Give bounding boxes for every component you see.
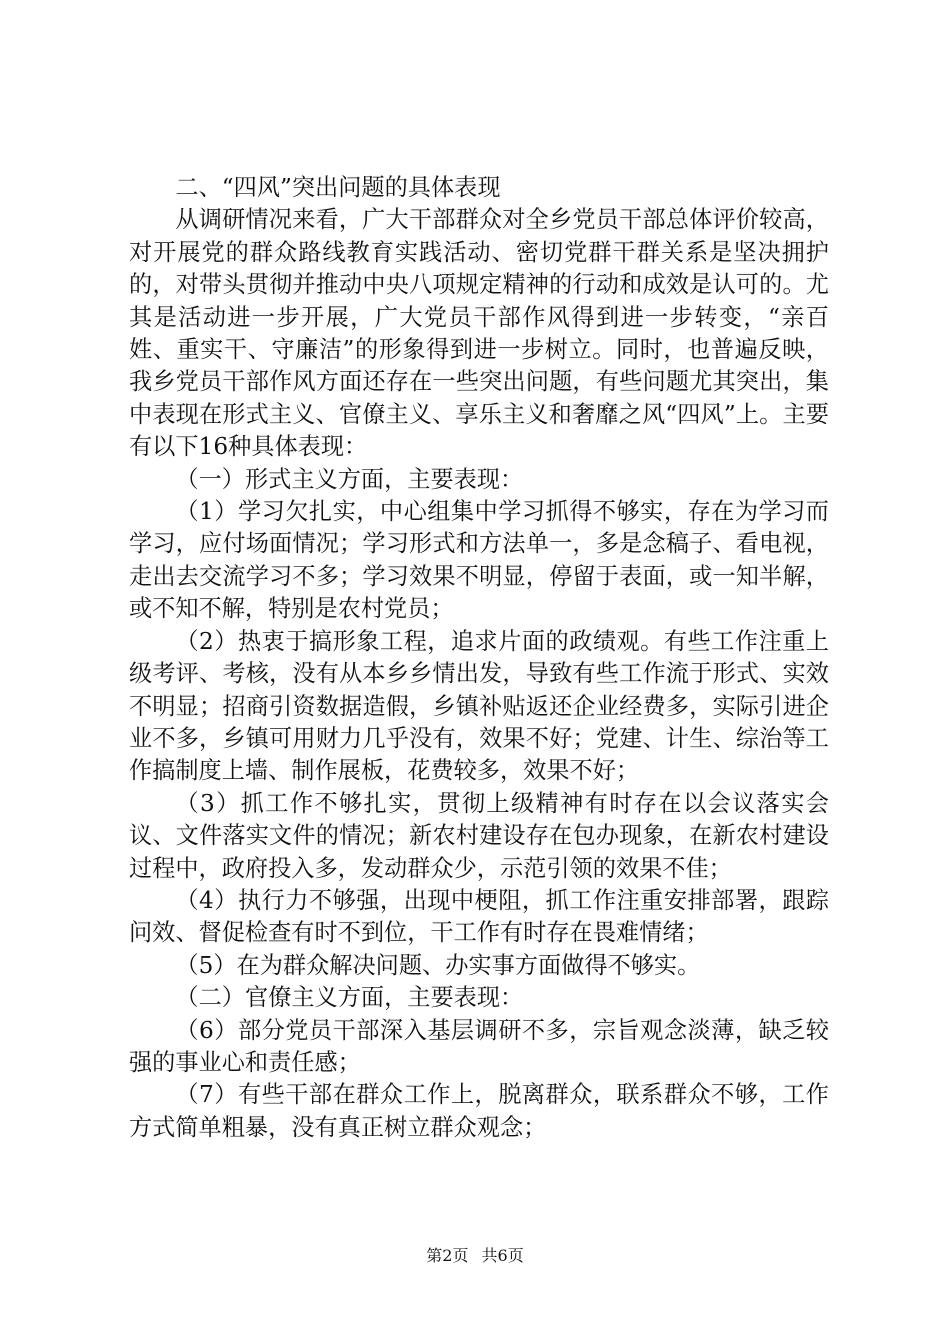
page-total: 共6页 xyxy=(481,1246,524,1265)
paragraph-item-6: （6）部分党员干部深入基层调研不多，宗旨观念淡薄，缺乏较强的事业心和责任感； xyxy=(129,1016,829,1076)
page-footer xyxy=(0,1246,950,1266)
paragraph-item-2: （2）热衷于搞形象工程，追求片面的政绩观。有些工作注重上级考评、考核，没有从本乡乡情出发，导致有些工作流于形式、实效不明显；招商引资数据造假，乡镇补贴返还企业经费多，实际引进企业不多，乡镇可用财力几乎没有，效果不好；党建、计生、综治等工作搞制度上墙、制作展板，花费较多，效果不好； xyxy=(129,627,829,785)
paragraph-item-7: （7）有些干部在群众工作上，脱离群众，联系群众不够，工作方式简单粗暴，没有真正树立群众观念； xyxy=(129,1081,829,1141)
paragraph-item-5: （5）在为群众解决问题、办实事方面做得不够实。 xyxy=(175,951,701,979)
page-number: 第2页 xyxy=(426,1246,469,1265)
document-body xyxy=(129,172,829,1144)
paragraph-subheading-formalism: （一）形式主义方面，主要表现： xyxy=(175,465,524,493)
paragraph-item-4: （4）执行力不够强，出现中梗阻，抓工作注重安排部署，跟踪问效、督促检查有时不到位，干工作有时存在畏难情绪； xyxy=(129,886,829,947)
paragraph-item-3: （3）抓工作不够扎实，贯彻上级精神有时存在以会议落实会议、文件落实文件的情况；新农村建设存在包办现象，在新农村建设过程中，政府投入多，发动群众少，示范引领的效果不佳； xyxy=(129,789,829,882)
section-heading: 二、“四风”突出问题的具体表现 xyxy=(175,174,501,201)
paragraph-item-1: （1）学习欠扎实，中心组集中学习抓得不够实，存在为学习而学习，应付场面情况；学习形式和方法单一，多是念稿子、看电视，走出去交流学习不多；学习效果不明显，停留于表面，或一知半解，或不知不解，特别是农村党员； xyxy=(129,498,829,623)
paragraph-intro: 从调研情况来看，广大干部群众对全乡党员干部总体评价较高，对开展党的群众路线教育实践活动、密切党群干群关系是坚决拥护的，对带头贯彻并推动中央八项规定精神的行动和成效是认可的。尤其是活动进一步开展，广大党员干部作风得到进一步转变，“亲百姓、重实干、守廉洁”的形象得到进一步树立。同时，也普遍反映，我乡党员干部作风方面还存在一些突出问题，有些问题尤其突出，集中表现在形式主义、官僚主义、享乐主义和奢靡之风“四风”上。主要有以下16种具体表现： xyxy=(129,206,829,461)
paragraph-subheading-bureaucratism: （二）官僚主义方面，主要表现： xyxy=(175,984,524,1012)
